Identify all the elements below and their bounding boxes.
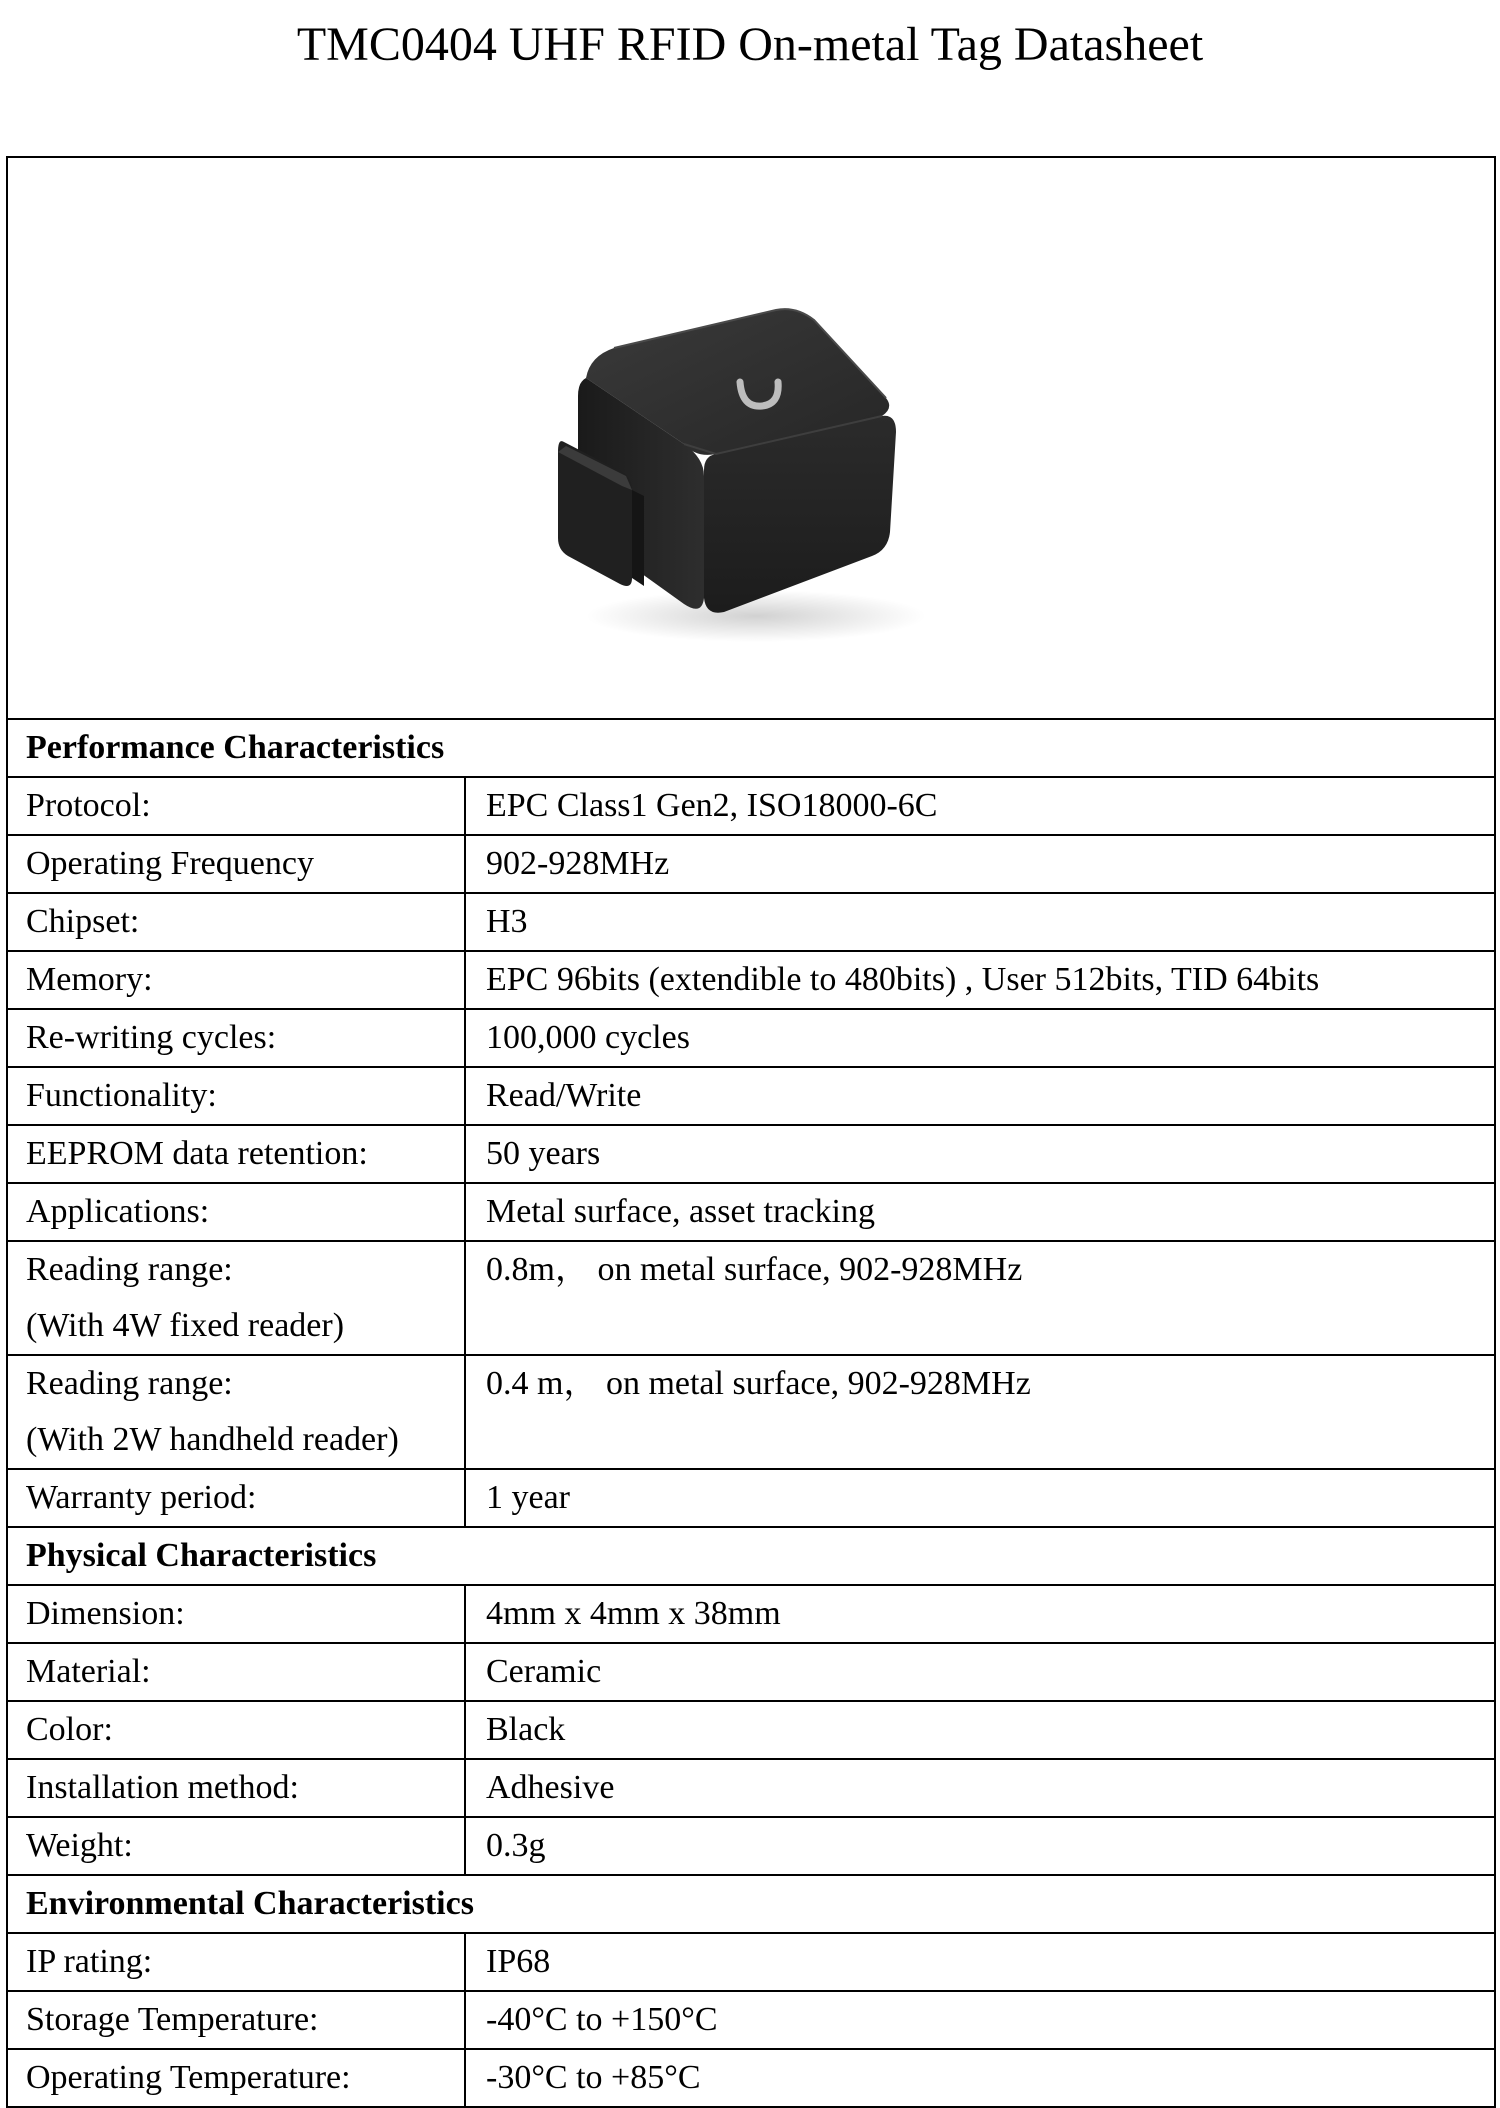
spec-value: 0.8m， on metal surface, 902-928MHz bbox=[465, 1241, 1495, 1355]
spec-label: Applications: bbox=[7, 1183, 465, 1241]
spec-value: 4mm x 4mm x 38mm bbox=[465, 1585, 1495, 1643]
table-row bbox=[7, 1241, 1495, 1355]
table-row bbox=[7, 1991, 1495, 2049]
section-heading-performance: Performance Characteristics bbox=[7, 719, 1495, 777]
spec-label: IP rating: bbox=[7, 1933, 465, 1991]
spec-value: Adhesive bbox=[465, 1759, 1495, 1817]
table-row bbox=[7, 1933, 1495, 1991]
spec-label: Chipset: bbox=[7, 893, 465, 951]
spec-value: -40°C to +150°C bbox=[465, 1991, 1495, 2049]
spec-value: Black bbox=[465, 1701, 1495, 1759]
spec-value: 50 years bbox=[465, 1125, 1495, 1183]
section-heading-physical: Physical Characteristics bbox=[7, 1527, 1495, 1585]
table-row bbox=[7, 1643, 1495, 1701]
spec-label: Memory: bbox=[7, 951, 465, 1009]
table-row bbox=[7, 1759, 1495, 1817]
table-row bbox=[7, 1355, 1495, 1469]
section-header-row bbox=[7, 719, 1495, 777]
product-photo-row bbox=[7, 157, 1495, 719]
spec-label: Weight: bbox=[7, 1817, 465, 1875]
spec-value: H3 bbox=[465, 893, 1495, 951]
table-row bbox=[7, 893, 1495, 951]
spec-label: Material: bbox=[7, 1643, 465, 1701]
spec-value: 1 year bbox=[465, 1469, 1495, 1527]
spec-label: Re-writing cycles: bbox=[7, 1009, 465, 1067]
spec-label: Operating Temperature: bbox=[7, 2049, 465, 2107]
table-row bbox=[7, 1125, 1495, 1183]
spec-label: Functionality: bbox=[7, 1067, 465, 1125]
page-title: TMC0404 UHF RFID On-metal Tag Datasheet bbox=[296, 18, 1204, 71]
spec-label: Installation method: bbox=[7, 1759, 465, 1817]
spec-label: Dimension: bbox=[7, 1585, 465, 1643]
spec-label: Protocol: bbox=[7, 777, 465, 835]
spec-label: Storage Temperature: bbox=[7, 1991, 465, 2049]
spec-value: EPC Class1 Gen2, ISO18000-6C bbox=[465, 777, 1495, 835]
spec-value: Ceramic bbox=[465, 1643, 1495, 1701]
table-row bbox=[7, 1469, 1495, 1527]
section-header-row bbox=[7, 1527, 1495, 1585]
spec-label bbox=[7, 1241, 465, 1355]
table-row bbox=[7, 1067, 1495, 1125]
table-row bbox=[7, 1585, 1495, 1643]
spec-label: Operating Frequency bbox=[7, 835, 465, 893]
spec-label-note: (With 4W fixed reader) bbox=[26, 1307, 345, 1344]
table-row bbox=[7, 777, 1495, 835]
table-row bbox=[7, 835, 1495, 893]
spec-label-note: (With 2W handheld reader) bbox=[26, 1421, 399, 1458]
table-row bbox=[7, 951, 1495, 1009]
spec-label: Warranty period: bbox=[7, 1469, 465, 1527]
spec-value: 100,000 cycles bbox=[465, 1009, 1495, 1067]
table-row bbox=[7, 1817, 1495, 1875]
section-heading-environmental: Environmental Characteristics bbox=[7, 1875, 1495, 1933]
spec-value: 0.3g bbox=[465, 1817, 1495, 1875]
spec-value: Metal surface, asset tracking bbox=[465, 1183, 1495, 1241]
table-row bbox=[7, 1009, 1495, 1067]
table-row bbox=[7, 1183, 1495, 1241]
spec-value: 902-928MHz bbox=[465, 835, 1495, 893]
datasheet-table bbox=[6, 156, 1496, 2108]
spec-value: Read/Write bbox=[465, 1067, 1495, 1125]
spec-label: EEPROM data retention: bbox=[7, 1125, 465, 1183]
spec-value: -30°C to +85°C bbox=[465, 2049, 1495, 2107]
table-row bbox=[7, 1701, 1495, 1759]
spec-value: 0.4 m， on metal surface, 902-928MHz bbox=[465, 1355, 1495, 1469]
spec-label-line: Reading range: bbox=[26, 1251, 233, 1288]
spec-label bbox=[7, 1355, 465, 1469]
table-row bbox=[7, 2049, 1495, 2107]
spec-value: EPC 96bits (extendible to 480bits) , User 512bits, TID 64bits bbox=[465, 951, 1495, 1009]
product-photo-cell bbox=[7, 157, 1495, 719]
spec-label: Color: bbox=[7, 1701, 465, 1759]
rfid-tag-photo-icon bbox=[556, 286, 936, 646]
spec-value: IP68 bbox=[465, 1933, 1495, 1991]
section-header-row bbox=[7, 1875, 1495, 1933]
spec-label-line: Reading range: bbox=[26, 1365, 233, 1402]
